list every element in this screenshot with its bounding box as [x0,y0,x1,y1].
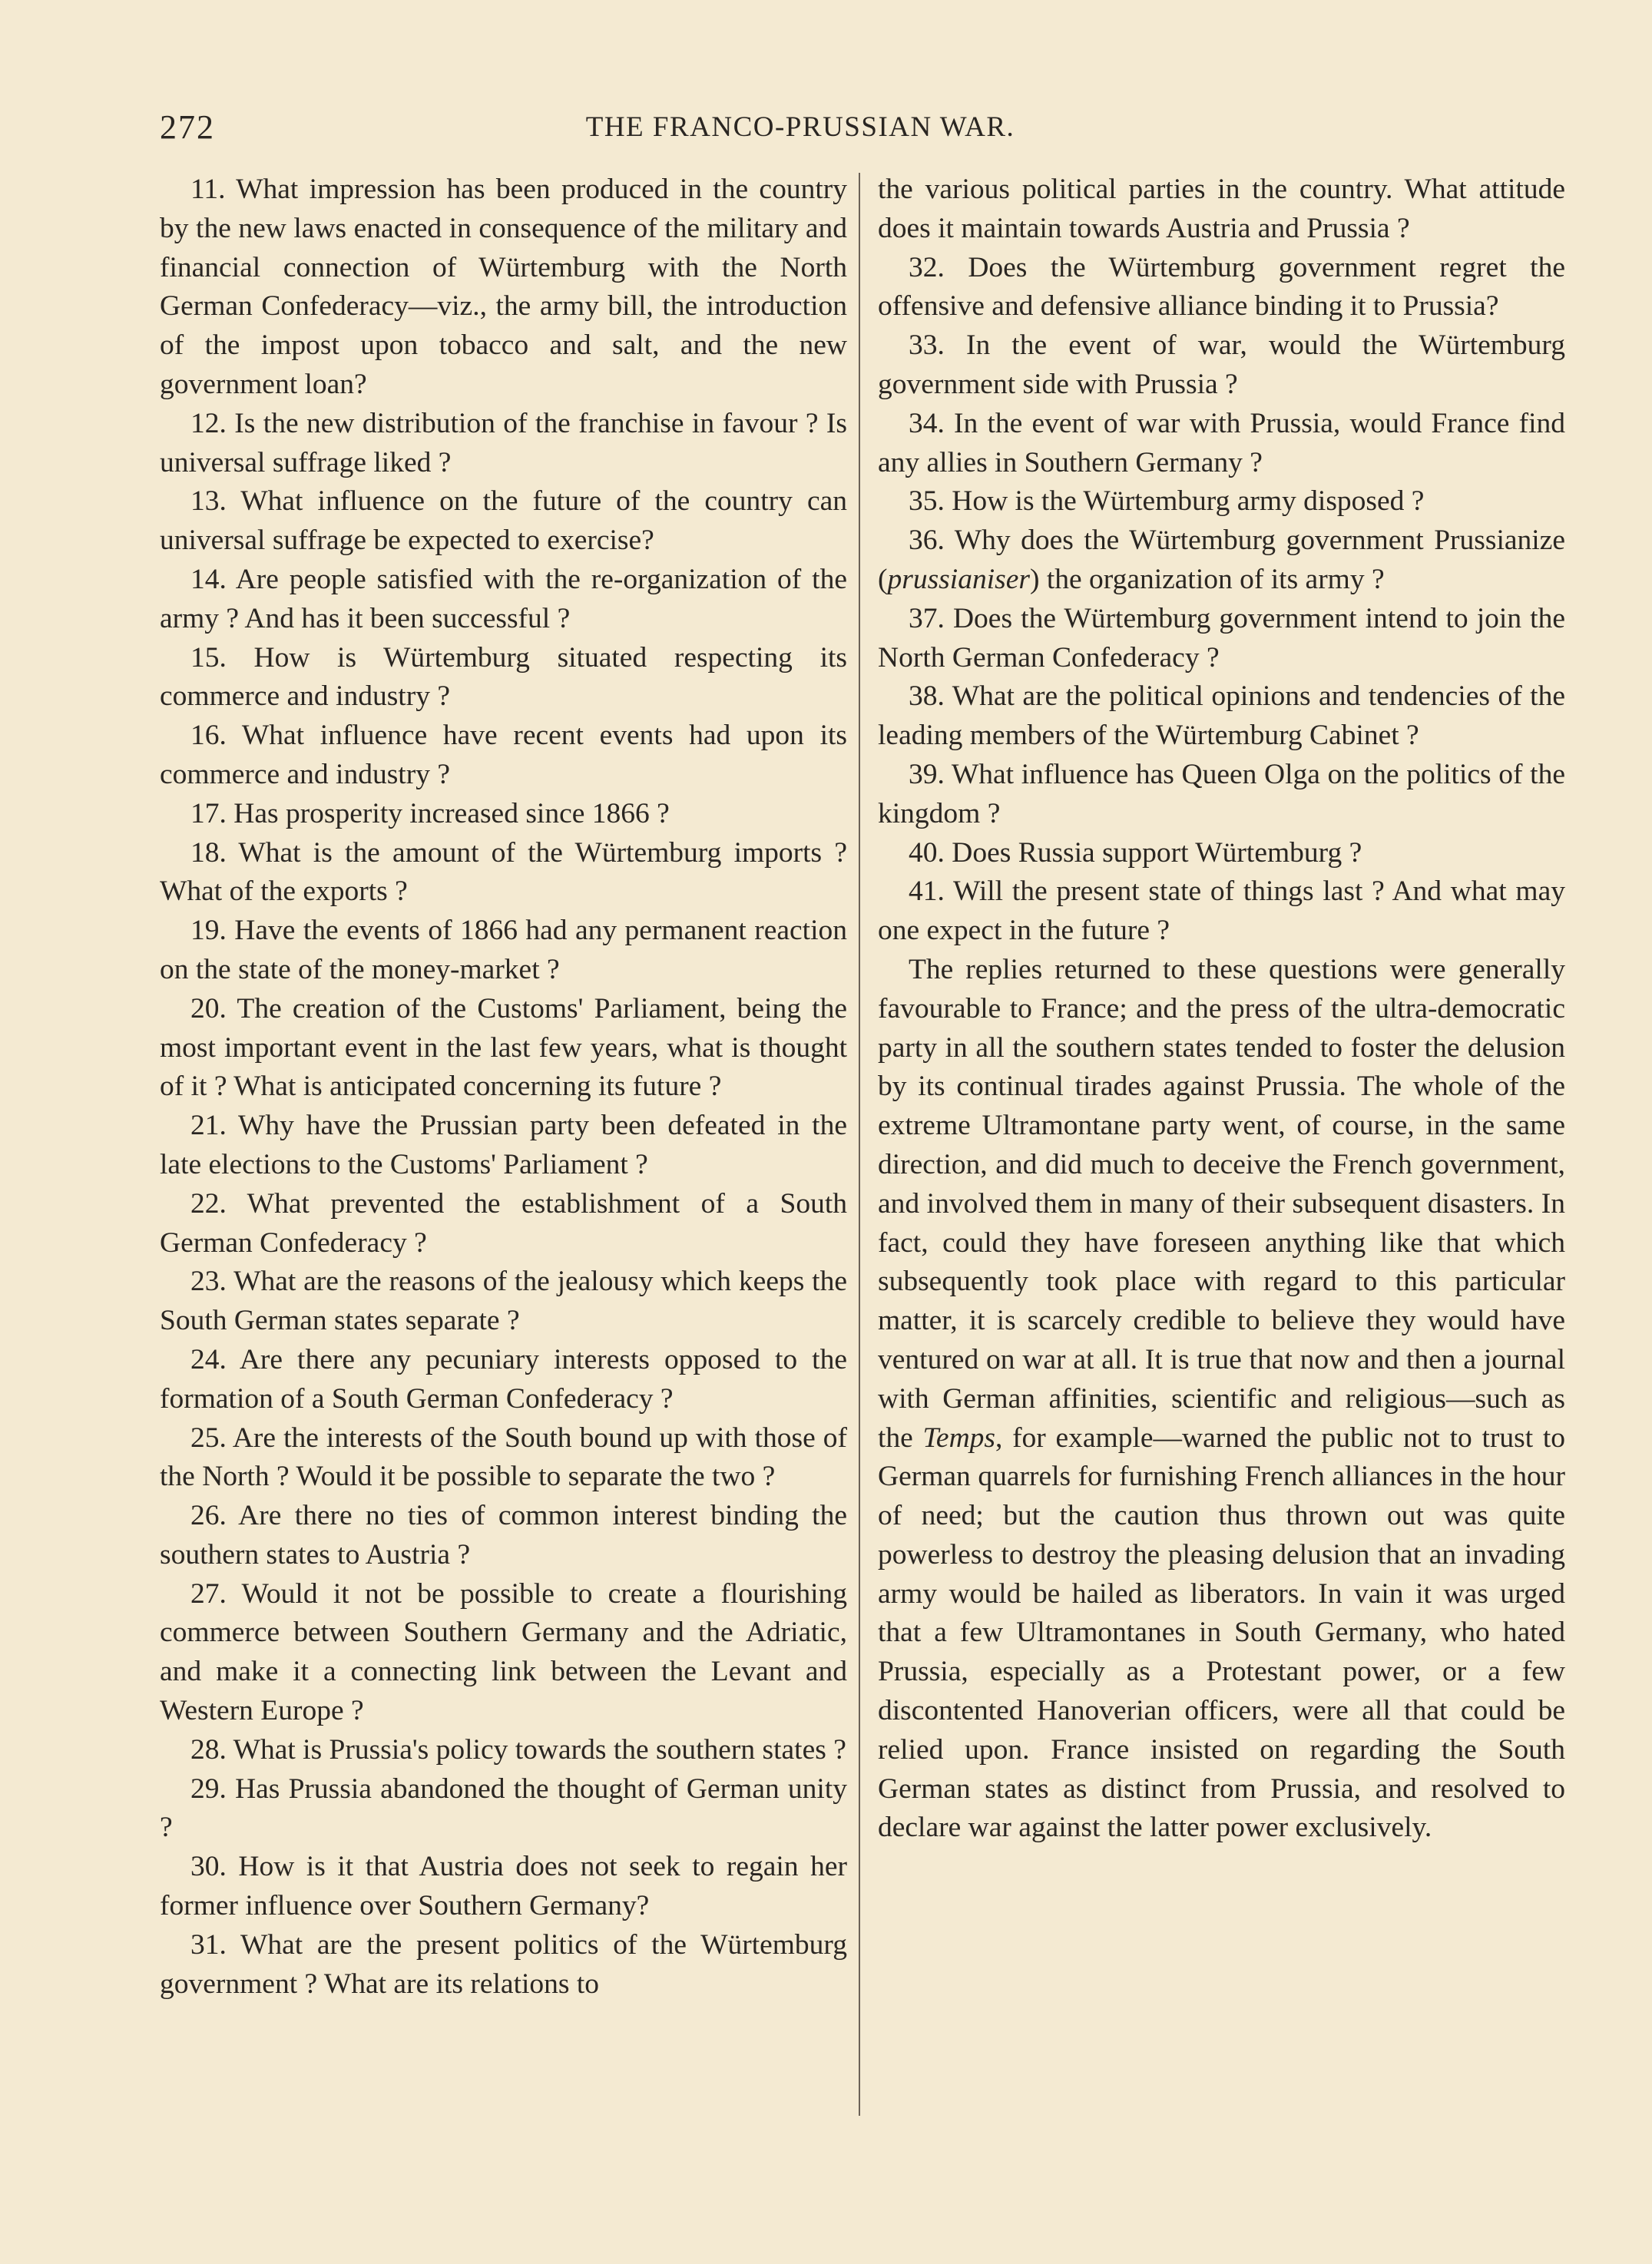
question-20: 20. The creation of the Customs' Parliament, being the most important event in the last few years, what is thought of it ? What is anticipated concerning its future ? [160,992,847,1103]
question-27: 27. Would it not be possible to create a flourishing commerce between Southern Germany and the Adriatic, and make it a connecting link between the Levant and Western Europe ? [160,1577,847,1727]
question-35: 35. How is the Würtemburg army disposed ? [909,485,1425,518]
question-28: 28. What is Prussia's policy towards the southern states ? [190,1733,846,1766]
question-41: 41. Will the present state of things last ? And what may one expect in the future ? [878,875,1565,947]
question-26: 26. Are there no ties of common interest binding the southern states to Austria ? [160,1500,847,1571]
body-paragraph-text-b: , for example—warned the public not to trust to German quarrels for furnishing French alliances in the hour of need; but the caution thus thrown out was quite powerless to destroy the pleasing delusion that an invading army would be hailed as liberators. In vain it was urged that a few Ultramontanes in South Germany, who hated Prussia, especially as a Protestant power, or a few discontented Hanoverian officers, were all that could be relied upon. France insisted on regarding the South German states as distinct from Prussia, and resolved to declare war against the latter power exclusively. [878,1422,1565,1844]
question-17: 17. Has prosperity increased since 1866 ? [190,797,670,829]
question-36-text-b: ) the organization of its army ? [1029,563,1385,595]
running-title: THE FRANCO-PRUSSIAN WAR. [585,111,1015,143]
question-36-italic: prussianiser [887,563,1030,595]
question-30: 30. How is it that Austria does not seek to regain her former influence over Southern Germany? [160,1851,847,1922]
question-12: 12. Is the new distribution of the franchise in favour ? Is universal suffrage liked ? [160,407,847,478]
question-25: 25. Are the interests of the South bound up with those of the North ? Would it be possible to separate the two ? [160,1422,847,1493]
question-16: 16. What influence have recent events had upon its commerce and industry ? [160,720,847,790]
question-15: 15. How is Würtemburg situated respecting its commerce and industry ? [160,641,847,713]
question-39: 39. What influence has Queen Olga on the politics of the kingdom ? [878,758,1565,829]
question-33: 33. In the event of war, would the Würtemburg government side with Prussia ? [878,329,1565,400]
question-37: 37. Does the Würtemburg government intend to join the North German Confederacy ? [878,602,1565,674]
question-38: 38. What are the political opinions and tendencies of the leading members of the Würtemburg Cabinet ? [878,680,1565,752]
question-21: 21. Why have the Prussian party been defeated in the late elections to the Customs' Parliament ? [160,1110,847,1180]
question-11: 11. What impression has been produced in the country by the new laws enacted in consequence of the military and financial connection of Würtemburg with the North German Confederacy—viz., the army bill, the introduction of the impost upon tobacco and salt, and the new government loan? [160,174,847,400]
question-18: 18. What is the amount of the Würtemburg imports ? What of the exports ? [160,836,847,908]
question-22: 22. What prevented the establishment of a South German Confederacy ? [160,1187,847,1259]
body-paragraph [878,951,1565,1848]
question-14: 14. Are people satisfied with the re-organization of the army ? And has it been successful ? [160,563,847,634]
question-34: 34. In the event of war with Prussia, would France find any allies in Southern Germany ? [878,407,1565,478]
question-32: 32. Does the Würtemburg government regret the offensive and defensive alliance binding it to Prussia? [878,251,1565,323]
question-23: 23. What are the reasons of the jealousy which keeps the South German states separate ? [160,1266,847,1337]
question-40: 40. Does Russia support Würtemburg ? [909,836,1362,869]
question-36-text-a: 36. Why does the Würtemburg government Prussianize ( [878,525,1565,595]
right-column [878,170,1565,1848]
running-head [160,108,1441,154]
question-24: 24. Are there any pecuniary interests opposed to the formation of a South German Confederacy ? [160,1343,847,1415]
page-number: 272 [160,108,215,146]
body-paragraph-italic: Temps [922,1422,995,1454]
question-31-continuation: the various political parties in the country. What attitude does it maintain towards Austria and Prussia ? [878,174,1565,244]
body-paragraph-text-a: The replies returned to these questions were generally favourable to France; and the press of the ultra-democratic party in all the southern states tended to foster the delusion by its continual tirades against Prussia. The whole of the extreme Ultramontane party went, of course, in the same direction, and did much to deceive the French government, and involved them in many of their subsequent disasters. In fact, could they have foreseen anything like that which subsequently took place with regard to this particular matter, it is scarcely credible to believe they would have ventured on war at all. It is true that now and then a journal with German affinities, scientific and religious—such as the [878,953,1565,1454]
column-divider [859,173,860,2116]
left-column [160,170,847,2004]
question-31: 31. What are the present politics of the Würtemburg government ? What are its relations to [160,1928,847,2000]
question-29: 29. Has Prussia abandoned the thought of German unity ? [160,1772,847,1844]
question-13: 13. What influence on the future of the country can universal suffrage be expected to exercise? [160,485,847,557]
question-19: 19. Have the events of 1866 had any permanent reaction on the state of the money-market ? [160,915,847,985]
question-36 [878,521,1565,600]
